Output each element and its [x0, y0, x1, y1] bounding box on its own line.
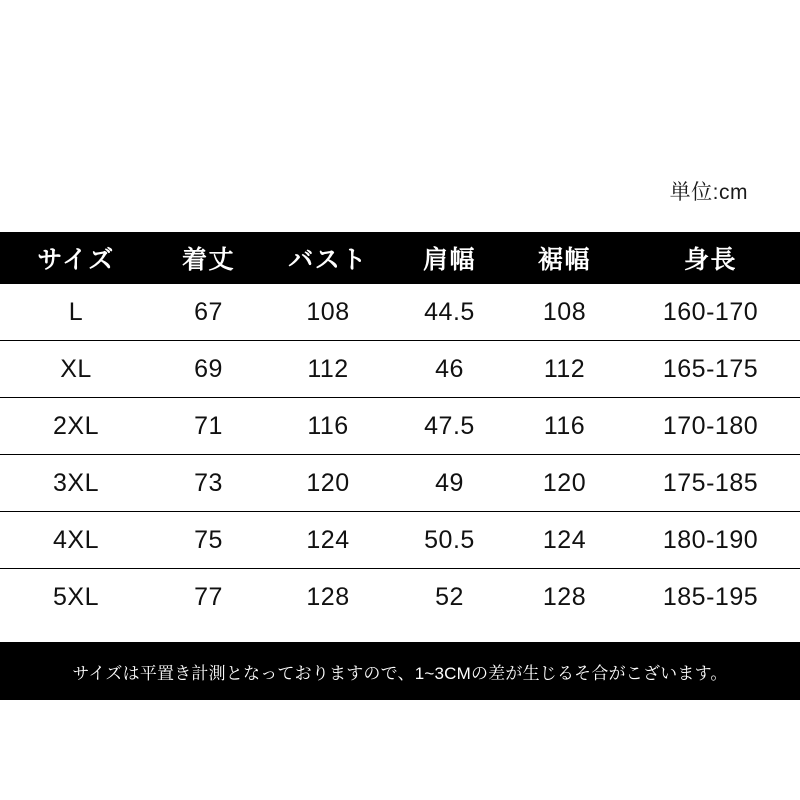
table-header-row [0, 232, 800, 284]
cell-shoulder: 47.5 [391, 398, 508, 455]
table-row [0, 455, 800, 512]
cell-length: 71 [152, 398, 265, 455]
table-row [0, 284, 800, 341]
size-table [0, 232, 800, 625]
column-header-length: 着丈 [152, 232, 265, 284]
cell-size: 4XL [0, 512, 152, 569]
cell-hem: 120 [508, 455, 621, 512]
cell-size: XL [0, 341, 152, 398]
unit-label: 単位:cm [669, 181, 748, 204]
cell-height: 185-195 [621, 569, 800, 626]
cell-height: 160-170 [621, 284, 800, 341]
cell-length: 73 [152, 455, 265, 512]
cell-size: 2XL [0, 398, 152, 455]
column-header-bust: バスト [265, 232, 391, 284]
cell-bust: 128 [265, 569, 391, 626]
cell-height: 175-185 [621, 455, 800, 512]
table-row [0, 341, 800, 398]
cell-length: 67 [152, 284, 265, 341]
cell-shoulder: 50.5 [391, 512, 508, 569]
cell-hem: 108 [508, 284, 621, 341]
column-header-hem: 裾幅 [508, 232, 621, 284]
size-table-body [0, 284, 800, 625]
cell-bust: 116 [265, 398, 391, 455]
cell-length: 75 [152, 512, 265, 569]
cell-hem: 128 [508, 569, 621, 626]
size-table-container [0, 232, 800, 625]
cell-hem: 112 [508, 341, 621, 398]
table-row [0, 512, 800, 569]
cell-bust: 120 [265, 455, 391, 512]
cell-height: 165-175 [621, 341, 800, 398]
cell-size: 3XL [0, 455, 152, 512]
cell-hem: 116 [508, 398, 621, 455]
cell-length: 69 [152, 341, 265, 398]
measurement-disclaimer: サイズは平置き計測となっておりますので、1~3CMの差が生じるそ合がこざいます。 [0, 642, 800, 700]
cell-size: L [0, 284, 152, 341]
cell-bust: 124 [265, 512, 391, 569]
size-table-head [0, 232, 800, 284]
table-row [0, 569, 800, 626]
table-row [0, 398, 800, 455]
cell-length: 77 [152, 569, 265, 626]
cell-size: 5XL [0, 569, 152, 626]
cell-shoulder: 46 [391, 341, 508, 398]
cell-shoulder: 49 [391, 455, 508, 512]
cell-shoulder: 44.5 [391, 284, 508, 341]
cell-bust: 108 [265, 284, 391, 341]
cell-height: 180-190 [621, 512, 800, 569]
column-header-shoulder: 肩幅 [391, 232, 508, 284]
column-header-height: 身長 [621, 232, 800, 284]
cell-bust: 112 [265, 341, 391, 398]
cell-height: 170-180 [621, 398, 800, 455]
cell-hem: 124 [508, 512, 621, 569]
cell-shoulder: 52 [391, 569, 508, 626]
column-header-size: サイズ [0, 232, 152, 284]
